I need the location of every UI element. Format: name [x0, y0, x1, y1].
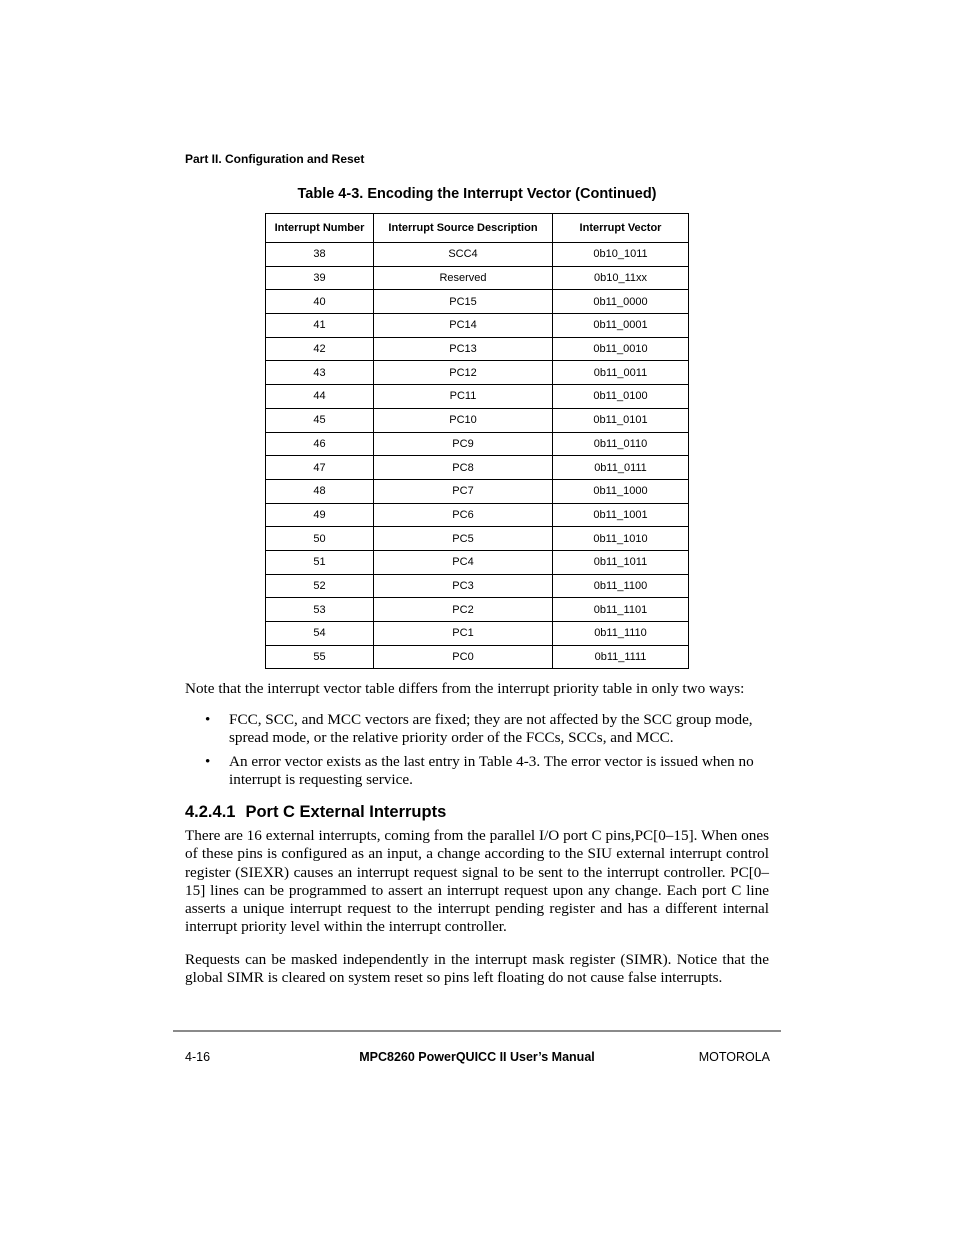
table-row: [266, 243, 689, 267]
cell-interrupt-source: SCC4: [374, 243, 553, 267]
header-interrupt-number: Interrupt Number: [266, 214, 374, 243]
cell-interrupt-number: 45: [266, 408, 374, 432]
running-head: Part II. Configuration and Reset: [185, 152, 365, 166]
header-interrupt-vector: Interrupt Vector: [553, 214, 689, 243]
cell-interrupt-source: PC9: [374, 432, 553, 456]
cell-interrupt-vector: 0b10_1011: [553, 243, 689, 267]
table-caption: Table 4-3. Encoding the Interrupt Vector (Continued): [297, 186, 657, 202]
table-row: [266, 527, 689, 551]
cell-interrupt-source: PC12: [374, 361, 553, 385]
table-row: [266, 266, 689, 290]
cell-interrupt-source: PC0: [374, 645, 553, 669]
cell-interrupt-source: PC8: [374, 456, 553, 480]
cell-interrupt-number: 40: [266, 290, 374, 314]
body-paragraph: There are 16 external interrupts, coming from the parallel I/O port C pins,PC[0–15]. When ones of these pins is configured as an input, a change according to the SIU external interrupt control register (SIEXR) causes an interrupt request signal to be sent to the interrupt controller. PC[0–15] lines can be programmed to assert an interrupt request upon any change. Each port C line asserts a unique interrupt request to the interrupt pending register and has a different internal interrupt priority level within the interrupt controller.: [185, 827, 769, 936]
table-row: [266, 503, 689, 527]
cell-interrupt-source: Reserved: [374, 266, 553, 290]
cell-interrupt-source: PC11: [374, 385, 553, 409]
body-paragraph: Requests can be masked independently in the interrupt mask register (SIMR). Notice that the global SIMR is cleared on system reset so pins left floating do not cause false interrupts.: [185, 951, 769, 987]
bullet-item: FCC, SCC, and MCC vectors are fixed; they are not affected by the SCC group mode, spread mode, or the relative priority order of the FCCs, SCCs, and MCC.: [229, 711, 753, 747]
cell-interrupt-number: 48: [266, 479, 374, 503]
table-row: [266, 574, 689, 598]
table-header-row: [266, 214, 689, 243]
cell-interrupt-number: 53: [266, 598, 374, 622]
cell-interrupt-vector: 0b11_1000: [553, 479, 689, 503]
cell-interrupt-number: 52: [266, 574, 374, 598]
table-row: [266, 479, 689, 503]
section-number: 4.2.4.1: [185, 803, 236, 821]
cell-interrupt-number: 38: [266, 243, 374, 267]
cell-interrupt-vector: 0b11_0011: [553, 361, 689, 385]
cell-interrupt-source: PC4: [374, 550, 553, 574]
cell-interrupt-number: 55: [266, 645, 374, 669]
section-heading: [185, 803, 446, 822]
cell-interrupt-number: 49: [266, 503, 374, 527]
cell-interrupt-number: 54: [266, 622, 374, 646]
cell-interrupt-source: PC7: [374, 479, 553, 503]
section-title: Port C External Interrupts: [245, 803, 447, 821]
cell-interrupt-vector: 0b11_0111: [553, 456, 689, 480]
cell-interrupt-vector: 0b11_1100: [553, 574, 689, 598]
footer-rule: [173, 1030, 781, 1032]
cell-interrupt-vector: 0b11_1110: [553, 622, 689, 646]
bullet-item: An error vector exists as the last entry in Table 4-3. The error vector is issued when no interrupt is requesting service.: [229, 753, 754, 789]
cell-interrupt-vector: 0b11_0001: [553, 314, 689, 338]
cell-interrupt-number: 39: [266, 266, 374, 290]
interrupt-vector-table: [265, 213, 689, 669]
note-paragraph: Note that the interrupt vector table differs from the interrupt priority table in only two ways:: [185, 680, 745, 697]
table-body: [266, 243, 689, 669]
cell-interrupt-vector: 0b11_1011: [553, 550, 689, 574]
cell-interrupt-vector: 0b11_0101: [553, 408, 689, 432]
cell-interrupt-number: 41: [266, 314, 374, 338]
table-row: [266, 456, 689, 480]
table-row: [266, 337, 689, 361]
cell-interrupt-number: 51: [266, 550, 374, 574]
table-row: [266, 598, 689, 622]
bullet-marker: •: [205, 711, 211, 728]
company-name: MOTOROLA: [698, 1050, 770, 1064]
cell-interrupt-source: PC1: [374, 622, 553, 646]
cell-interrupt-number: 46: [266, 432, 374, 456]
cell-interrupt-number: 50: [266, 527, 374, 551]
cell-interrupt-number: 43: [266, 361, 374, 385]
table-row: [266, 550, 689, 574]
bullet-marker: •: [205, 753, 211, 770]
table-row: [266, 408, 689, 432]
cell-interrupt-vector: 0b11_1101: [553, 598, 689, 622]
cell-interrupt-vector: 0b11_0100: [553, 385, 689, 409]
table-row: [266, 645, 689, 669]
page-number: 4-16: [185, 1050, 211, 1064]
cell-interrupt-vector: 0b10_11xx: [553, 266, 689, 290]
cell-interrupt-vector: 0b11_0000: [553, 290, 689, 314]
cell-interrupt-number: 47: [266, 456, 374, 480]
cell-interrupt-source: PC6: [374, 503, 553, 527]
cell-interrupt-source: PC15: [374, 290, 553, 314]
cell-interrupt-vector: 0b11_1111: [553, 645, 689, 669]
table-row: [266, 622, 689, 646]
cell-interrupt-source: PC14: [374, 314, 553, 338]
cell-interrupt-vector: 0b11_1001: [553, 503, 689, 527]
cell-interrupt-vector: 0b11_0010: [553, 337, 689, 361]
cell-interrupt-source: PC2: [374, 598, 553, 622]
cell-interrupt-source: PC3: [374, 574, 553, 598]
cell-interrupt-source: PC10: [374, 408, 553, 432]
table-row: [266, 290, 689, 314]
header-interrupt-source-description: Interrupt Source Description: [374, 214, 553, 243]
cell-interrupt-number: 44: [266, 385, 374, 409]
table-row: [266, 432, 689, 456]
table-row: [266, 314, 689, 338]
cell-interrupt-vector: 0b11_1010: [553, 527, 689, 551]
table-row: [266, 385, 689, 409]
cell-interrupt-number: 42: [266, 337, 374, 361]
manual-title: MPC8260 PowerQUICC II User’s Manual: [359, 1050, 595, 1064]
cell-interrupt-source: PC13: [374, 337, 553, 361]
cell-interrupt-vector: 0b11_0110: [553, 432, 689, 456]
cell-interrupt-source: PC5: [374, 527, 553, 551]
table-row: [266, 361, 689, 385]
